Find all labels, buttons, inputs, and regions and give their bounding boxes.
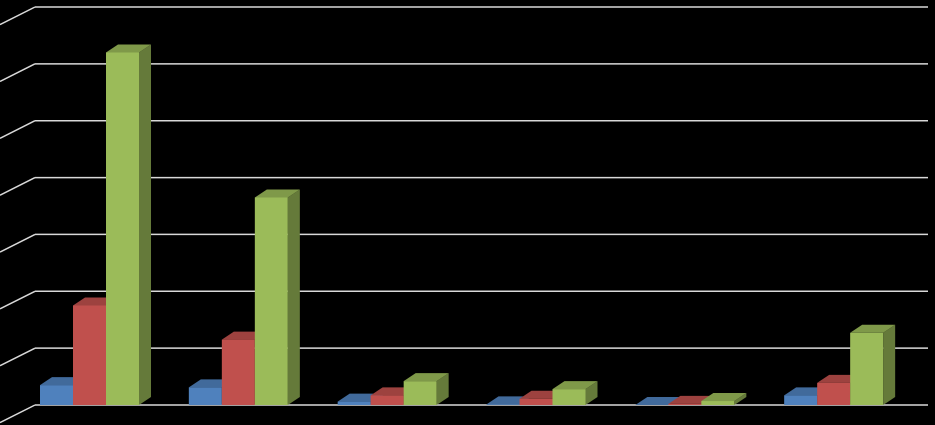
bar <box>255 189 300 405</box>
bar-front <box>40 385 73 405</box>
gridline-depth <box>0 121 35 139</box>
bar-front <box>222 340 255 405</box>
gridline-depth <box>0 291 35 309</box>
bar-front <box>487 404 520 405</box>
gridline-depth <box>0 348 35 366</box>
bar <box>701 393 746 405</box>
gridline-depth <box>0 234 35 252</box>
bars <box>40 44 895 405</box>
bar-side <box>883 325 895 405</box>
bar-front <box>784 395 817 405</box>
bar <box>553 381 598 405</box>
bar <box>106 44 151 405</box>
bar-front <box>850 333 883 405</box>
bar <box>404 373 449 405</box>
bar-front <box>520 399 553 405</box>
bar-front <box>255 197 288 405</box>
bar-front <box>404 381 437 405</box>
bar-side <box>139 44 151 405</box>
bar <box>850 325 895 405</box>
bar-front <box>553 389 586 405</box>
bar-front <box>106 52 139 405</box>
bar-front <box>73 306 106 406</box>
bar-front <box>371 395 404 405</box>
bar-front <box>817 383 850 405</box>
bar-front <box>701 401 734 405</box>
bar-front <box>668 404 701 405</box>
bar-side <box>288 189 300 405</box>
gridline-depth <box>0 405 35 423</box>
bar-front <box>189 387 222 405</box>
bar-front <box>338 402 371 405</box>
gridline-depth <box>0 178 35 196</box>
gridline-depth <box>0 7 35 25</box>
gridline-depth <box>0 64 35 82</box>
